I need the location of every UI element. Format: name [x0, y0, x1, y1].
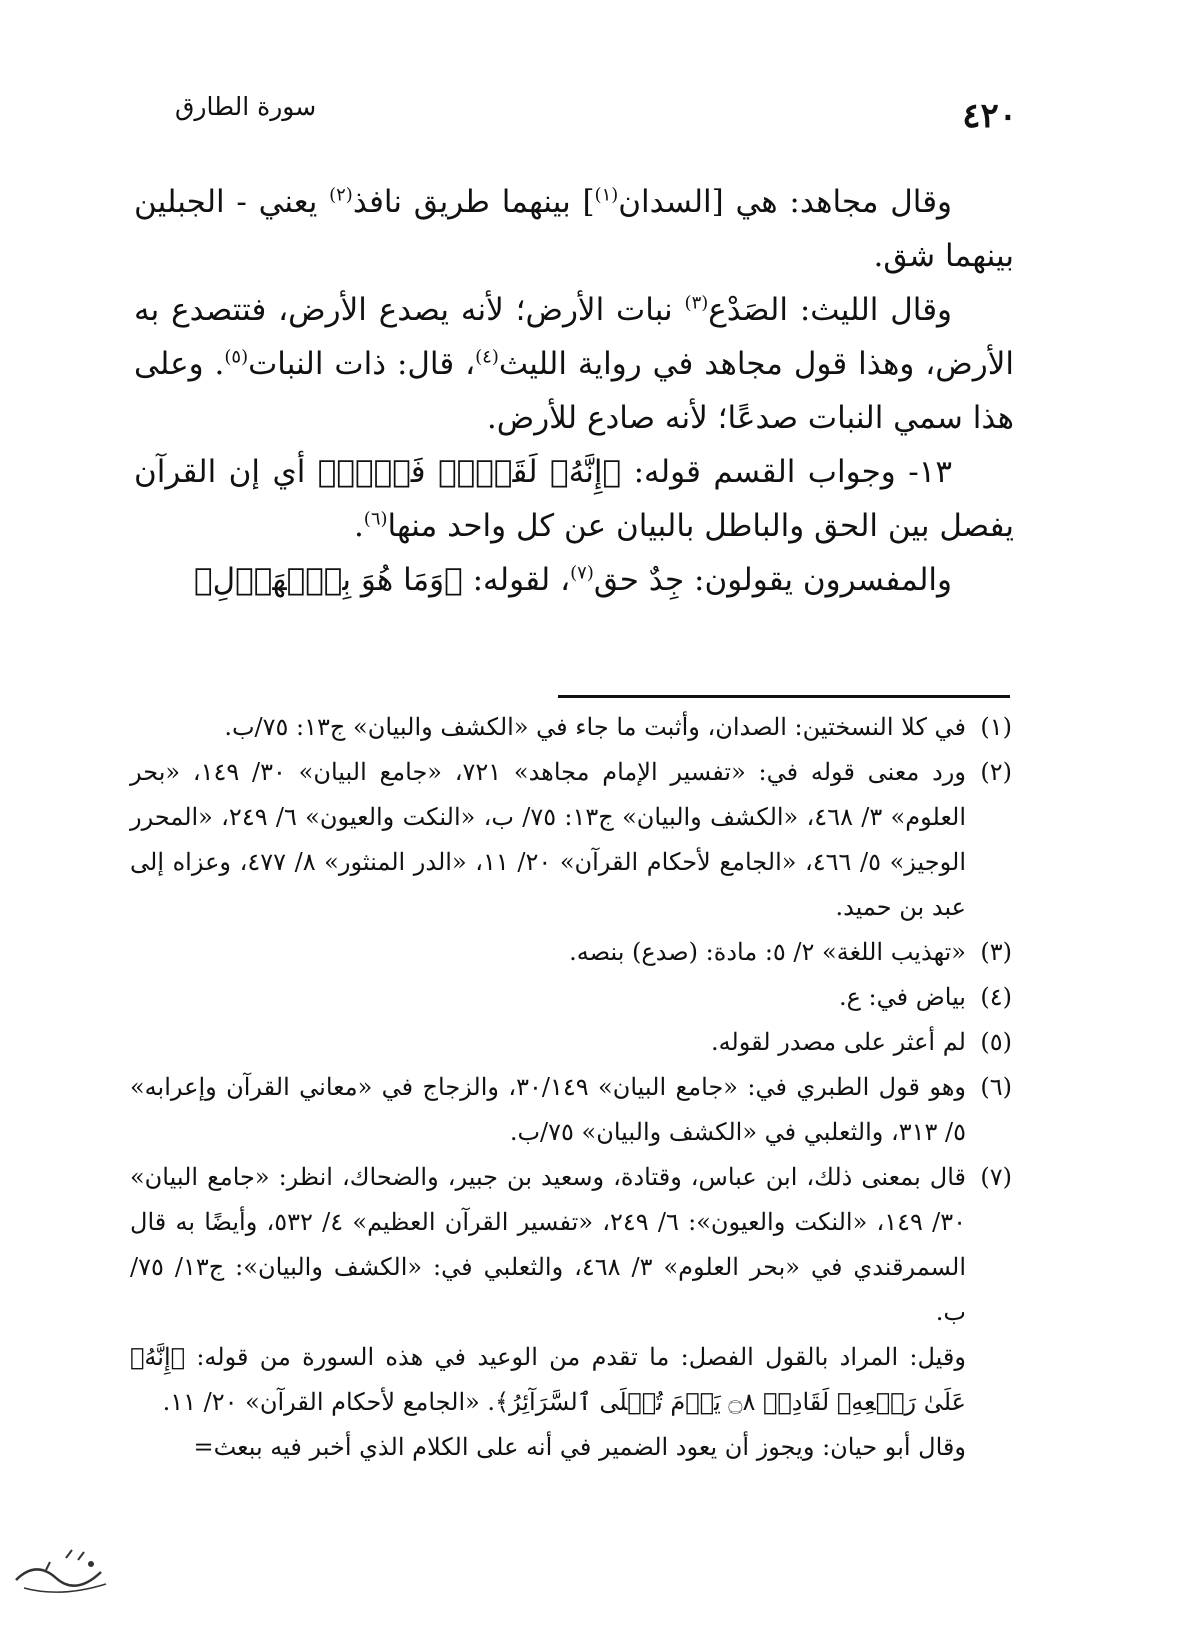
footnote-text: ورد معنى قوله في: «تفسير الإمام مجاهد» ٧٢١، «جامع البيان» ٣٠/ ١٤٩، «بحر العلوم» ٣/ ٤٦٨، «الكشف والبيان» ج١٣: ٧٥/ ب، «النكت والعيون» ٦/ ٢٤٩، «المحرر الوجيز» ٥/ ٤٦٦، «الجامع لأحكام القرآن» ٢٠/ ١١، «الدر المنثور» ٨/ ٤٧٧، وعزاه إلى عبد بن حميد.	[130, 758, 966, 921]
footnote-number: (٥)	[980, 1028, 1012, 1056]
text-run: وقال الليث: الصَدْع	[708, 292, 952, 328]
footnote-text: قال بمعنى ذلك، ابن عباس، وقتادة، وسعيد بن جبير، والضحاك، انظر: «جامع البيان» ٣٠/ ١٤٩، «النكت والعيون»: ٦/ ٢٤٩، «تفسير القرآن العظيم» ٤/ ٥٣٢، وأيضًا به قال السمرقندي في «بحر العلوم» ٣/ ٤٦٨، والثعلبي في: «الكشف والبيان»: ج١٣/ ٧٥/ ب.	[130, 1163, 967, 1326]
quran-verse: ﴿إِنَّهُۥ عَلَىٰ رَجۡعِهِۦ لَقَادِرٞ ۝٨ يَوۡمَ تُبۡلَى ٱلسَّرَآئِرُ﴾	[130, 1343, 966, 1416]
footnote-text: في كلا النسختين: الصدان، وأثبت ما جاء في «الكشف والبيان» ج١٣: ٧٥/ب.	[224, 713, 966, 741]
footnote-number: (١)	[980, 713, 1012, 741]
footnote-5	[130, 1020, 1012, 1065]
paragraph-laith	[134, 283, 1014, 445]
footnote-3	[130, 930, 1012, 975]
page-number: ٤٢٠	[962, 96, 1017, 136]
footnote-number: (٢)	[980, 758, 1012, 786]
footnote-ref-4[interactable]: (٤)	[475, 346, 499, 368]
main-text	[134, 175, 1014, 607]
footnote-7-continuation-abu-hayyan: وقال أبو حيان: ويجوز أن يعود الضمير في أنه على الكلام الذي أخبر فيه ببعث=	[193, 1433, 966, 1461]
text-run: والمفسرون يقولون: جِدٌ حق	[593, 562, 952, 598]
footnote-text: بياض في: ع.	[838, 983, 966, 1011]
footnote-6	[130, 1065, 1012, 1155]
footnote-ref-1[interactable]: (١)	[594, 184, 619, 206]
footnote-number: (٣)	[980, 938, 1012, 966]
footnote-number: (٤)	[980, 983, 1012, 1011]
footnote-text: «تهذيب اللغة» ٢/ ٥: مادة: (صدع) بنصه.	[569, 938, 966, 966]
text-run: ] بينهما طريق نافذ	[352, 184, 595, 220]
footnote-number: (٧)	[980, 1163, 1012, 1191]
text-run: وقال مجاهد: هي [السدان	[618, 184, 953, 220]
footnote-ref-2[interactable]: (٢)	[329, 184, 353, 206]
footnote-text: وهو قول الطبري في: «جامع البيان» ٣٠/١٤٩، والزجاج في «معاني القرآن وإعرابه» ٥/ ٣١٣، والثعلبي في «الكشف والبيان» ٧٥/ب.	[130, 1073, 966, 1146]
footnote-ref-3[interactable]: (٣)	[684, 292, 709, 314]
text-run: يعني - الجبلين بينهما شق.	[134, 184, 1014, 274]
paragraph-mujahid	[134, 175, 1014, 283]
footnote-1	[130, 705, 1012, 750]
text-run: ، قال: ذات النبات	[248, 346, 476, 382]
text-run: . وعلى هذا سمي النبات صدعًا؛ لأنه صادع للأرض.	[134, 346, 1014, 436]
footnote-number: (٦)	[980, 1073, 1012, 1101]
paragraph-verse-13	[134, 445, 1014, 553]
footnote-ref-6[interactable]: (٦)	[363, 508, 388, 530]
text-run: . «الجامع لأحكام القرآن» ٢٠/ ١١.	[162, 1388, 496, 1416]
footnote-2	[130, 750, 1012, 930]
text-run: نبات الأرض؛ لأنه يصدع الأرض، فتتصدع به الأرض، وهذا قول مجاهد في رواية الليث	[134, 292, 1015, 382]
quran-verse: ﴿إِنَّهُۥ لَقَوۡلٞ فَصۡلٞ﴾	[317, 454, 622, 490]
footnote-ref-5[interactable]: (٥)	[224, 346, 249, 368]
footnotes	[130, 705, 1012, 1470]
text-run: ، لقوله:	[462, 562, 571, 598]
footnote-text: لم أعثر على مصدر لقوله.	[710, 1028, 966, 1056]
paragraph-mufassirun	[134, 553, 1014, 607]
text-run: ١٣- وجواب القسم قوله:	[621, 454, 952, 490]
footnote-7-continuation	[130, 1335, 966, 1425]
footnote-4	[130, 975, 1012, 1020]
footnote-separator	[558, 695, 1010, 698]
text-run: .	[353, 508, 364, 544]
quran-verse: ﴿وَمَا هُوَ بِٱلۡهَزۡلِ﴾	[193, 562, 463, 598]
text-run: أي إن القرآن يفصل بين الحق والباطل بالبيان عن كل واحد منها	[134, 454, 1014, 544]
publisher-logo	[6, 1540, 126, 1610]
text-run: وقيل: المراد بالقول الفصل: ما تقدم من الوعيد في هذه السورة من قوله:	[185, 1343, 966, 1371]
footnote-7	[130, 1155, 1012, 1335]
footnote-ref-7[interactable]: (٧)	[570, 562, 594, 584]
running-header-surah: سورة الطارق	[175, 92, 317, 121]
